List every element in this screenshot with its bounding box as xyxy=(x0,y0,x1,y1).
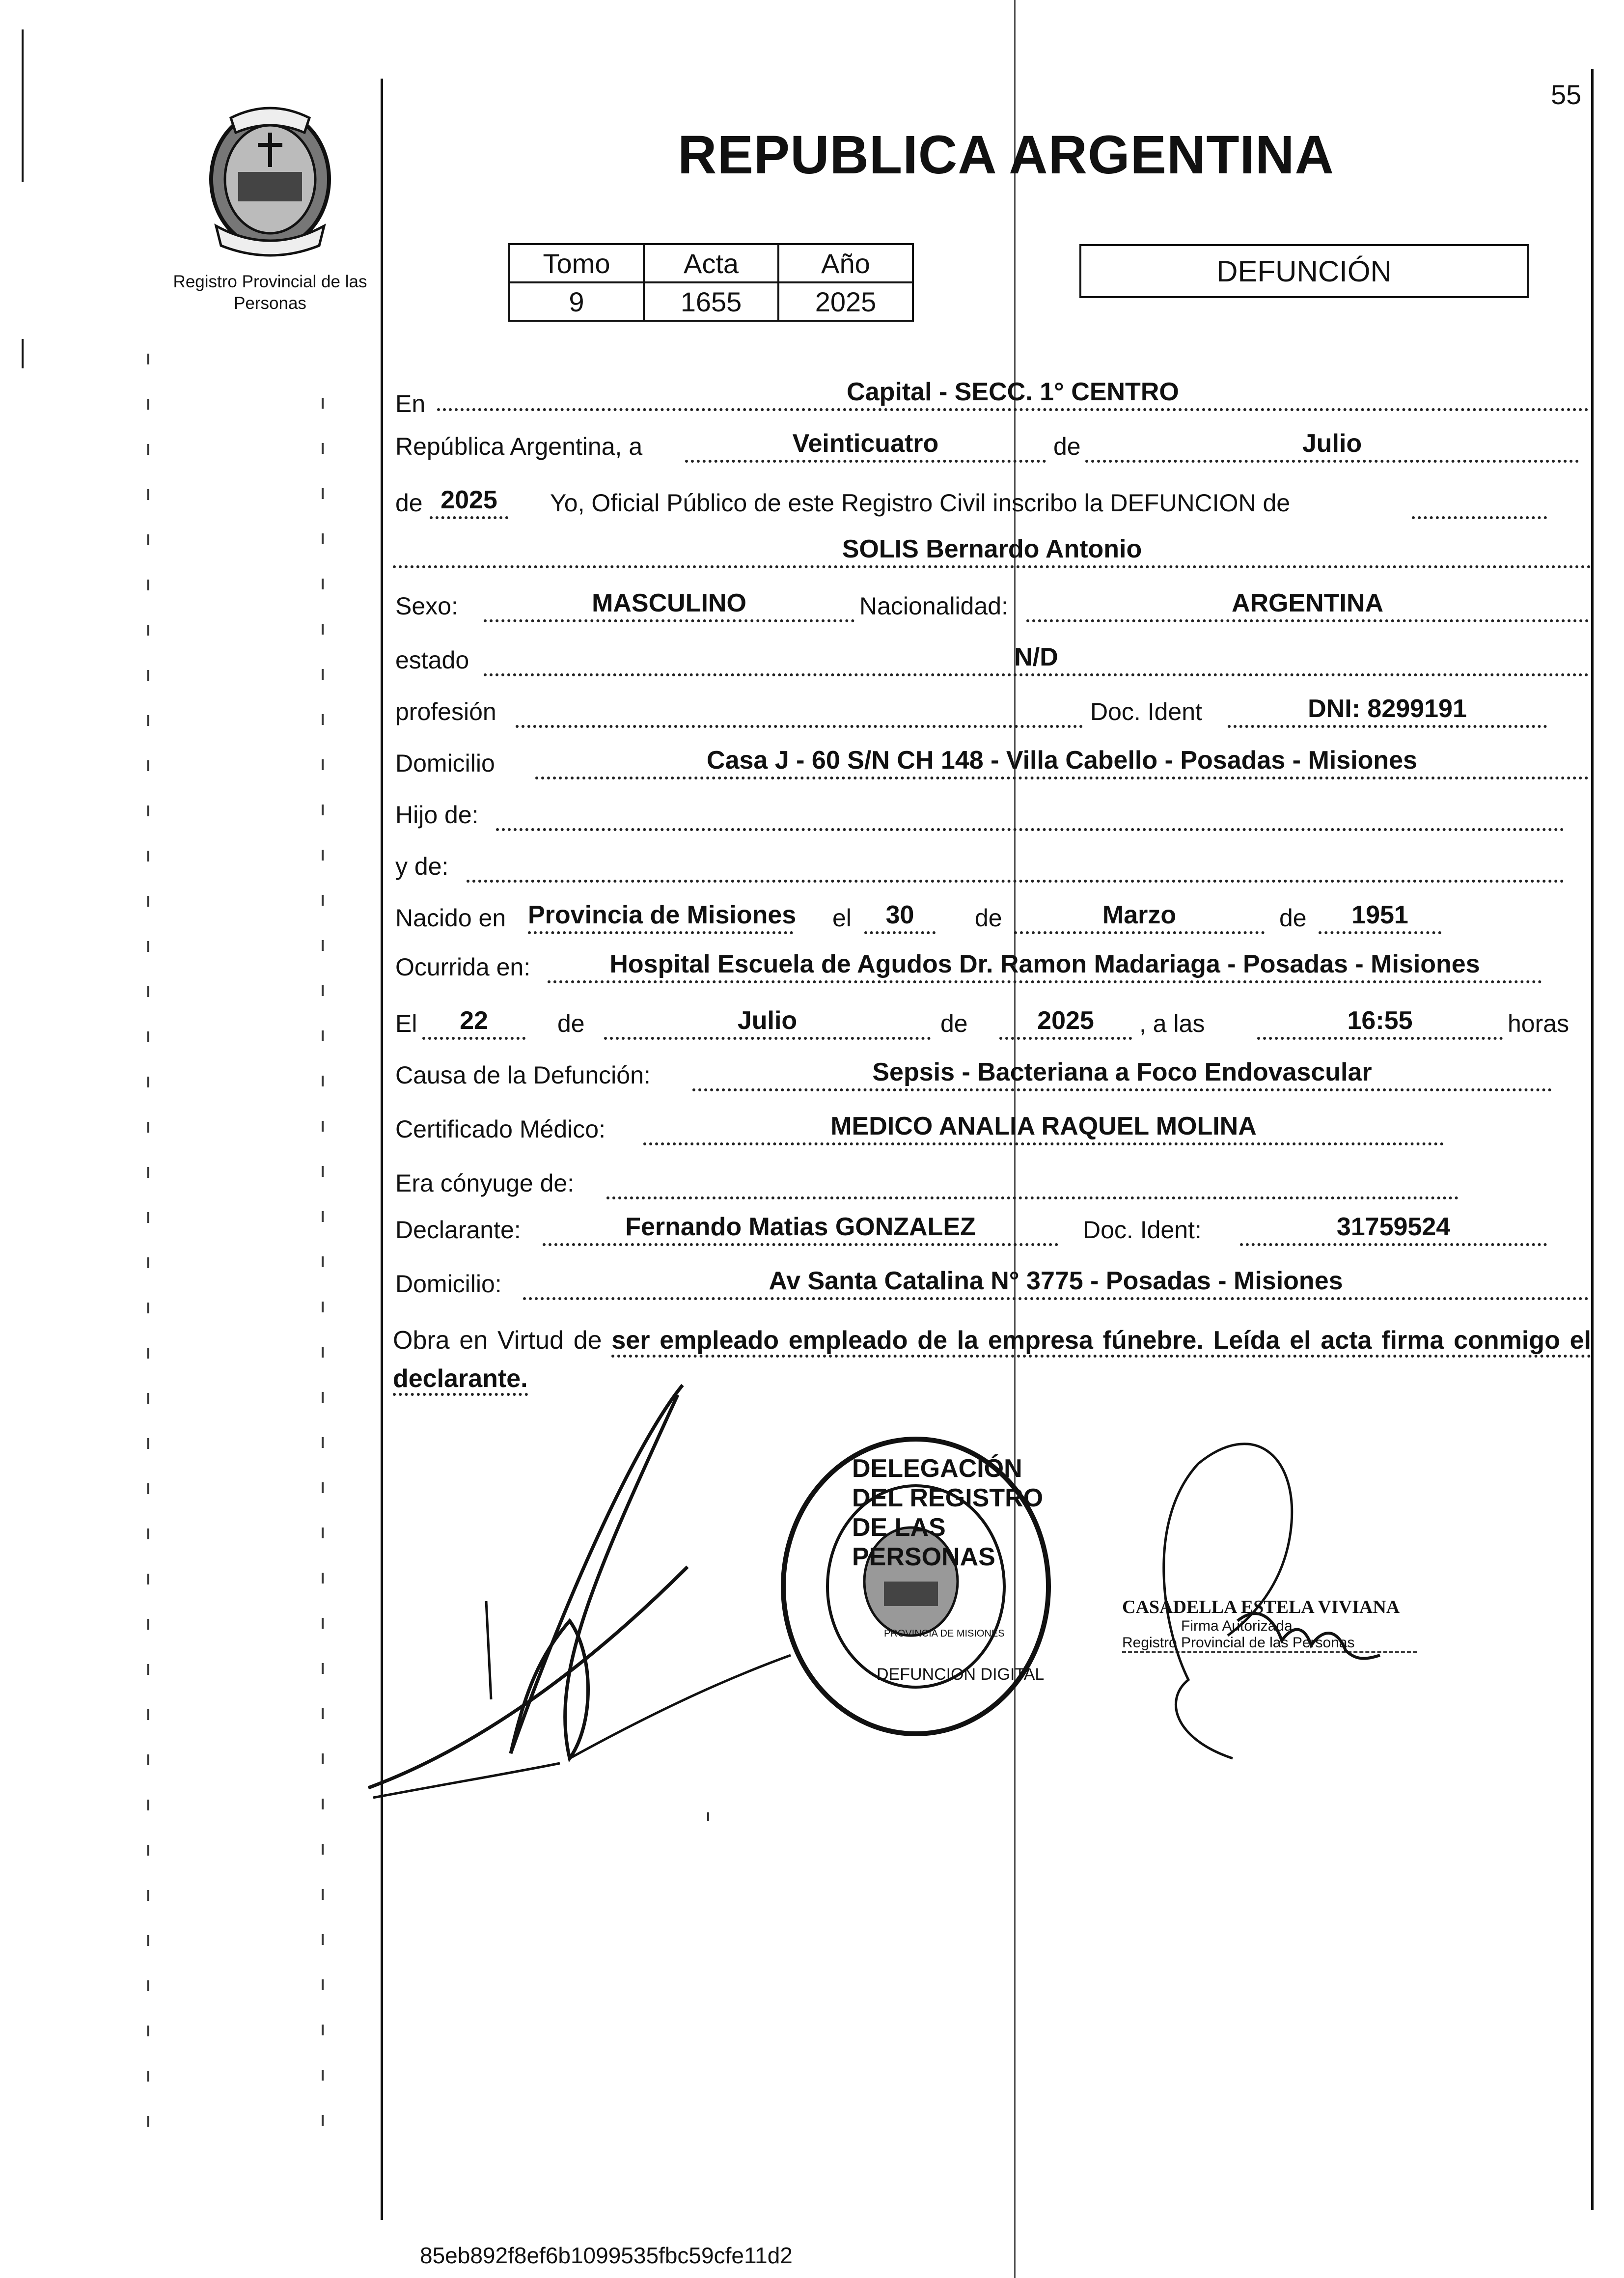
province-seal-icon xyxy=(196,98,344,260)
statement-trailing-field xyxy=(1412,484,1547,519)
el-label-2: El xyxy=(395,1010,417,1037)
birth-month-field: Marzo xyxy=(1014,899,1265,934)
reference-value-row xyxy=(509,282,913,321)
estado-field: N/D xyxy=(484,641,1589,676)
statement-text: Yo, Oficial Público de este Registro Civil inscribo la DEFUNCION de xyxy=(550,489,1291,517)
en-field: Capital - SECC. 1° CENTRO xyxy=(437,376,1589,411)
acta-header: Acta xyxy=(644,244,778,282)
tomo-value: 9 xyxy=(509,282,644,321)
hijo-label: Hijo de: xyxy=(395,801,479,829)
day-text-field: Veinticuatro xyxy=(685,427,1046,463)
anio-value: 2025 xyxy=(778,282,913,321)
record-type-box: DEFUNCIÓN xyxy=(1079,244,1529,298)
stamp-ring-text: DELEGACIÓN DEL REGISTRO DE LAS PERSONAS xyxy=(852,1454,1044,1571)
en-label: En xyxy=(395,390,426,417)
ocurrida-field: Hospital Escuela de Agudos Dr. Ramon Madariaga - Posadas - Misiones xyxy=(548,948,1542,983)
month-field: Julio xyxy=(1085,427,1579,463)
reference-table xyxy=(508,243,914,322)
anio-header: Año xyxy=(778,244,913,282)
death-time-field: 16:55 xyxy=(1257,1004,1503,1040)
de-label-2: de xyxy=(975,904,1002,932)
declarante-label: Declarante: xyxy=(395,1216,521,1244)
obra-text: ser empleado empleado de la empresa fúnebre. Leída el acta firma conmigo el declarante. xyxy=(393,1326,1591,1396)
stamp-inner-seal: PROVINCIA DE MISIONES xyxy=(884,1628,1005,1639)
nacido-field: Provincia de Misiones xyxy=(528,899,793,934)
birth-day-field: 30 xyxy=(864,899,936,934)
obra-label: Obra en Virtud de xyxy=(393,1326,602,1355)
doc2-label: Doc. Ident: xyxy=(1083,1216,1202,1244)
doc-label: Doc. Ident xyxy=(1090,698,1202,725)
de-label-3: de xyxy=(1279,904,1307,932)
profesion-label: profesión xyxy=(395,698,496,725)
nacionalidad-label: Nacionalidad: xyxy=(859,592,1008,620)
causa-label: Causa de la Defunción: xyxy=(395,1061,651,1089)
form-right-border xyxy=(1591,69,1594,2210)
horas-label: horas xyxy=(1508,1010,1569,1037)
profesion-field xyxy=(516,693,1083,728)
domicilio-label: Domicilio xyxy=(395,750,495,777)
el-label: el xyxy=(832,904,852,932)
a-las-label: , a las xyxy=(1139,1010,1205,1037)
registry-stamp xyxy=(778,1434,1053,1739)
sexo-field: MASCULINO xyxy=(484,587,854,622)
year-prefix-label: de xyxy=(395,489,423,517)
estado-label: estado xyxy=(395,646,469,674)
nacido-label: Nacido en xyxy=(395,904,506,932)
birth-year-field: 1951 xyxy=(1319,899,1441,934)
deceased-name-field: SOLIS Bernardo Antonio xyxy=(393,533,1591,568)
left-margin-line xyxy=(22,29,24,182)
de-label: de xyxy=(1053,433,1081,460)
reference-header-row xyxy=(509,244,913,282)
stray-mark xyxy=(707,1812,709,1821)
registry-label: Registro Provincial de las Personas xyxy=(173,272,367,313)
certificado-label: Certificado Médico: xyxy=(395,1115,606,1143)
year-field: 2025 xyxy=(430,484,508,519)
acta-value: 1655 xyxy=(644,282,778,321)
declarant-signature xyxy=(363,1380,805,1852)
tomo-header: Tomo xyxy=(509,244,644,282)
official-office: Registro Provincial de las Personas xyxy=(1122,1635,1417,1653)
declarante-domicilio-field: Av Santa Catalina N° 3775 - Posadas - Misiones xyxy=(523,1265,1589,1300)
ocurrida-label: Ocurrida en: xyxy=(395,953,531,981)
page-number: 55 xyxy=(1551,79,1582,110)
y-de-field xyxy=(467,847,1564,883)
declarante-field: Fernando Matias GONZALEZ xyxy=(543,1211,1058,1246)
de-label-5: de xyxy=(940,1010,968,1037)
official-name: CASADELLA ESTELA VIVIANA xyxy=(1122,1597,1400,1617)
doc-field: DNI: 8299191 xyxy=(1228,693,1547,728)
declarante-doc-field: 31759524 xyxy=(1240,1211,1547,1246)
left-margin-line-lower xyxy=(22,339,24,368)
official-signature xyxy=(1134,1424,1409,1778)
official-role: Firma Autorizada xyxy=(1181,1618,1293,1634)
margin-ticks xyxy=(147,354,149,2161)
death-year-field: 2025 xyxy=(999,1004,1132,1040)
conyuge-label: Era cónyuge de: xyxy=(395,1169,575,1197)
sexo-label: Sexo: xyxy=(395,592,458,620)
domicilio2-label: Domicilio: xyxy=(395,1270,502,1298)
certificado-field: MEDICO ANALIA RAQUEL MOLINA xyxy=(643,1110,1444,1145)
y-de-label: y de: xyxy=(395,853,449,880)
death-month-field: Julio xyxy=(604,1004,931,1040)
de-label-4: de xyxy=(557,1010,585,1037)
conyuge-field xyxy=(606,1164,1459,1199)
hijo-field xyxy=(496,796,1564,831)
form-left-border xyxy=(381,79,383,2220)
stamp-inner-text: DEFUNCION DIGITAL xyxy=(877,1665,1045,1684)
page-title: REPUBLICA ARGENTINA xyxy=(678,125,1334,185)
margin-ticks-right xyxy=(322,398,324,2160)
causa-field: Sepsis - Bacteriana a Foco Endovascular xyxy=(692,1056,1552,1091)
domicilio-field: Casa J - 60 S/N CH 148 - Villa Cabello - Posadas - Misiones xyxy=(535,744,1589,779)
death-day-field: 22 xyxy=(422,1004,525,1040)
republica-label: República Argentina, a xyxy=(395,433,643,460)
nacionalidad-field: ARGENTINA xyxy=(1026,587,1589,622)
document-hash: 85eb892f8ef6b1099535fbc59cfe11d2 xyxy=(420,2243,793,2268)
